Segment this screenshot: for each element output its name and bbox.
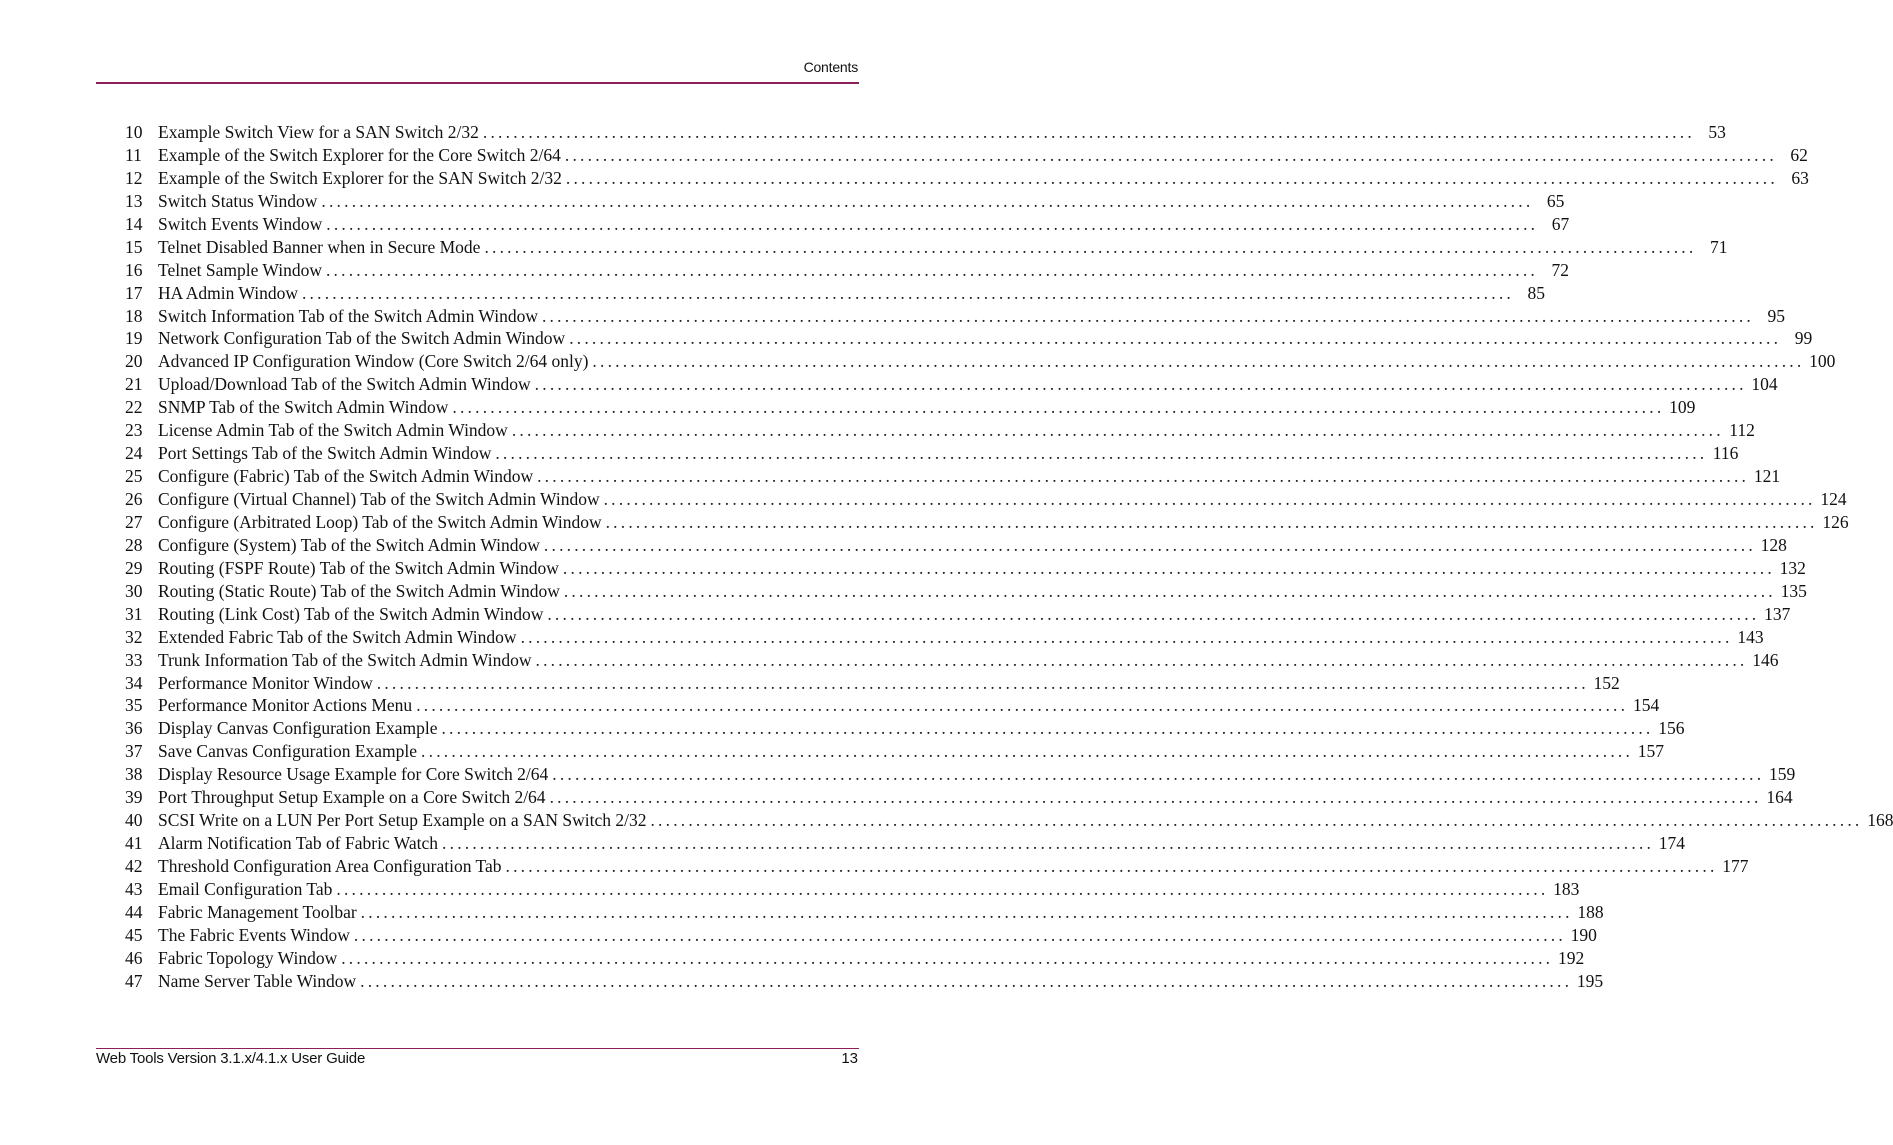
dot-leader: ................................................................................................................................................................ xyxy=(360,901,1573,922)
toc-entry[interactable] xyxy=(125,810,1893,833)
figure-title[interactable]: Alarm Notification Tab of Fabric Watch xyxy=(158,833,439,854)
figure-number: 30 xyxy=(125,580,143,601)
dot-leader: ................................................................................................................................................................ xyxy=(565,167,1778,188)
dot-leader: ................................................................................................................................................................ xyxy=(603,489,1816,509)
toc-entry[interactable] xyxy=(125,489,1847,512)
dot-leader: ................................................................................................................................................................ xyxy=(360,970,1573,991)
figure-title[interactable]: Configure (System) Tab of the Switch Admin Window xyxy=(158,534,540,555)
page-number[interactable]: 132 xyxy=(1779,557,1806,578)
running-header: Contents xyxy=(803,59,858,75)
figure-title[interactable]: Switch Events Window xyxy=(158,213,323,234)
figure-title[interactable]: Fabric Management Toolbar xyxy=(158,901,357,922)
toc-entry[interactable] xyxy=(125,122,1726,145)
dot-leader: ................................................................................................................................................................ xyxy=(326,213,1539,234)
figure-title[interactable]: Switch Status Window xyxy=(158,190,318,211)
figure-title[interactable]: Display Canvas Configuration Example xyxy=(158,718,438,739)
toc-entry[interactable] xyxy=(125,741,1665,764)
figure-number: 41 xyxy=(125,833,143,854)
figure-number: 33 xyxy=(125,649,143,670)
dot-leader: ................................................................................................................................................................ xyxy=(484,236,1697,257)
figure-number: 13 xyxy=(125,190,143,211)
toc-entry[interactable] xyxy=(125,351,1836,374)
figure-title[interactable]: Performance Monitor Actions Menu xyxy=(158,695,413,716)
figure-number: 44 xyxy=(125,901,143,922)
figure-title[interactable]: Advanced IP Configuration Window (Core Switch 2/64 only) xyxy=(158,351,589,372)
toc-entry[interactable] xyxy=(125,878,1580,902)
figure-number: 29 xyxy=(125,557,143,578)
page-number[interactable]: 72 xyxy=(1551,259,1569,280)
dot-leader: ................................................................................................................................................................ xyxy=(341,947,1554,968)
page-number[interactable]: 109 xyxy=(1669,397,1696,418)
dot-leader: ................................................................................................................................................................ xyxy=(301,282,1514,303)
toc-entry[interactable] xyxy=(125,580,1807,604)
dot-leader: ................................................................................................................................................................ xyxy=(605,511,1818,532)
dot-leader: ................................................................................................................................................................ xyxy=(552,764,1765,785)
toc-entry[interactable] xyxy=(125,534,1787,558)
figure-number: 46 xyxy=(125,947,143,968)
toc-entry[interactable] xyxy=(125,856,1749,879)
dot-leader: ................................................................................................................................................................ xyxy=(505,856,1718,876)
page-number[interactable]: 128 xyxy=(1760,534,1787,555)
page-number[interactable]: 100 xyxy=(1809,351,1836,372)
dot-leader: ................................................................................................................................................................ xyxy=(562,557,1775,578)
toc-entry[interactable] xyxy=(125,144,1808,168)
page-number[interactable]: 168 xyxy=(1867,810,1893,831)
page-number[interactable]: 53 xyxy=(1708,122,1726,142)
figure-number: 37 xyxy=(125,741,143,762)
toc-entry[interactable] xyxy=(125,787,1793,810)
toc-entry[interactable] xyxy=(125,649,1779,673)
toc-entry[interactable] xyxy=(125,259,1569,283)
figure-title[interactable]: Upload/Download Tab of the Switch Admin Window xyxy=(158,374,531,395)
figure-title[interactable]: Save Canvas Configuration Example xyxy=(158,741,418,762)
toc-entry[interactable] xyxy=(125,397,1696,420)
toc-entry[interactable] xyxy=(125,947,1585,971)
page-number[interactable]: 124 xyxy=(1820,489,1847,509)
header-rule xyxy=(96,82,859,84)
figure-title[interactable]: Port Throughput Setup Example on a Core Switch 2/64 xyxy=(158,787,546,808)
figure-title[interactable]: Routing (Link Cost) Tab of the Switch Admin Window xyxy=(158,603,544,624)
page-number[interactable]: 67 xyxy=(1551,213,1570,234)
figure-number: 25 xyxy=(125,466,143,487)
footer-page-number: 13 xyxy=(841,1050,858,1067)
figure-number: 40 xyxy=(125,810,143,831)
footer-rule xyxy=(96,1048,859,1049)
figure-number: 12 xyxy=(125,167,143,188)
toc-entry[interactable] xyxy=(125,305,1785,329)
toc-entry[interactable] xyxy=(125,557,1806,581)
figure-number: 15 xyxy=(125,236,143,257)
toc-entry[interactable] xyxy=(125,374,1778,397)
toc-entry[interactable] xyxy=(125,420,1755,443)
figure-title[interactable]: Fabric Topology Window xyxy=(158,947,338,968)
page-number[interactable]: 146 xyxy=(1752,649,1779,670)
dot-leader: ................................................................................................................................................................ xyxy=(541,305,1754,326)
figure-title[interactable]: Routing (FSPF Route) Tab of the Switch Admin Window xyxy=(158,557,559,578)
figure-title[interactable]: Telnet Sample Window xyxy=(158,259,322,280)
toc-entry[interactable] xyxy=(125,328,1813,351)
figure-number: 26 xyxy=(125,489,143,509)
dot-leader: ................................................................................................................................................................ xyxy=(416,695,1629,716)
figure-title[interactable]: Performance Monitor Window xyxy=(158,672,373,693)
toc-entry[interactable] xyxy=(125,236,1728,260)
page-number[interactable]: 192 xyxy=(1557,947,1585,968)
toc-entry[interactable] xyxy=(125,764,1796,787)
figure-number: 17 xyxy=(125,282,143,303)
figure-title[interactable]: Display Resource Usage Example for Core Switch 2/64 xyxy=(158,764,549,785)
page-number[interactable]: 157 xyxy=(1637,741,1665,762)
page-number[interactable]: 177 xyxy=(1722,856,1749,876)
figure-title[interactable]: Switch Information Tab of the Switch Admin Window xyxy=(158,305,538,326)
toc-entry[interactable] xyxy=(125,443,1739,466)
figure-number: 39 xyxy=(125,787,143,808)
figure-title[interactable]: Configure (Arbitrated Loop) Tab of the Switch Admin Window xyxy=(158,511,602,532)
dot-leader: ................................................................................................................................................................ xyxy=(495,443,1708,464)
page-number[interactable]: 135 xyxy=(1780,580,1807,601)
dot-leader: ................................................................................................................................................................ xyxy=(376,672,1589,693)
dot-leader: ................................................................................................................................................................ xyxy=(563,580,1776,601)
figure-title[interactable]: Example of the Switch Explorer for the SAN Switch 2/32 xyxy=(158,167,562,188)
figure-number: 47 xyxy=(125,970,143,991)
dot-leader: ................................................................................................................................................................ xyxy=(452,397,1665,418)
toc-entry[interactable] xyxy=(125,213,1570,237)
dot-leader: ................................................................................................................................................................ xyxy=(569,328,1782,349)
page-number[interactable]: 183 xyxy=(1553,878,1580,899)
figure-title[interactable]: Configure (Fabric) Tab of the Switch Admin Window xyxy=(158,466,534,487)
dot-leader: ................................................................................................................................................................ xyxy=(564,144,1777,165)
figure-number: 20 xyxy=(125,351,143,372)
figure-title[interactable]: Example Switch View for a SAN Switch 2/32 xyxy=(158,122,479,142)
figure-title[interactable]: Network Configuration Tab of the Switch Admin Window xyxy=(158,328,566,349)
figure-number: 34 xyxy=(125,672,143,693)
toc-entry[interactable] xyxy=(125,672,1620,696)
figure-number: 16 xyxy=(125,259,143,280)
page-number[interactable]: 195 xyxy=(1576,970,1604,991)
page-number[interactable]: 62 xyxy=(1790,144,1808,165)
figure-number: 31 xyxy=(125,603,143,624)
figure-title[interactable]: License Admin Tab of the Switch Admin Window xyxy=(158,420,508,441)
figure-number: 43 xyxy=(125,878,143,899)
dot-leader: ................................................................................................................................................................ xyxy=(442,833,1655,854)
dot-leader: ................................................................................................................................................................ xyxy=(543,534,1756,555)
toc-entry[interactable] xyxy=(125,167,1809,191)
figure-number: 42 xyxy=(125,856,143,876)
figure-number: 27 xyxy=(125,511,143,532)
dot-leader: ................................................................................................................................................................ xyxy=(534,374,1747,395)
figure-title[interactable]: Threshold Configuration Area Configuration Tab xyxy=(158,856,502,876)
figure-number: 23 xyxy=(125,420,143,441)
page-number[interactable]: 99 xyxy=(1794,328,1813,349)
footer-document-title: Web Tools Version 3.1.x/4.1.x User Guide xyxy=(96,1050,366,1067)
figure-number: 18 xyxy=(125,305,143,326)
dot-leader: ................................................................................................................................................................ xyxy=(535,649,1748,670)
figure-title[interactable]: Routing (Static Route) Tab of the Switch Admin Window xyxy=(158,580,560,601)
toc-entry[interactable] xyxy=(125,833,1686,856)
page-number[interactable]: 104 xyxy=(1751,374,1778,395)
dot-leader: ................................................................................................................................................................ xyxy=(511,420,1724,441)
toc-entry[interactable] xyxy=(125,695,1660,718)
figure-title[interactable]: HA Admin Window xyxy=(158,282,298,303)
figure-number: 10 xyxy=(125,122,143,142)
dot-leader: ................................................................................................................................................................ xyxy=(325,259,1538,280)
page-number[interactable]: 95 xyxy=(1767,305,1785,326)
dot-leader: ................................................................................................................................................................ xyxy=(547,603,1760,624)
figure-title[interactable]: Name Server Table Window xyxy=(158,970,357,991)
toc-entry[interactable] xyxy=(125,511,1849,535)
dot-leader: ................................................................................................................................................................ xyxy=(441,718,1654,739)
figure-number: 32 xyxy=(125,626,143,647)
page-number[interactable]: 152 xyxy=(1593,672,1620,693)
page-number[interactable]: 85 xyxy=(1527,282,1545,303)
dot-leader: ................................................................................................................................................................ xyxy=(549,787,1762,808)
figure-number: 14 xyxy=(125,213,143,234)
dot-leader: ................................................................................................................................................................ xyxy=(336,878,1549,899)
figure-number: 11 xyxy=(125,144,142,165)
page-number[interactable]: 121 xyxy=(1753,466,1781,487)
page-number[interactable]: 164 xyxy=(1766,787,1793,808)
figure-number: 36 xyxy=(125,718,143,739)
page-number[interactable]: 112 xyxy=(1729,420,1755,441)
dot-leader: ................................................................................................................................................................ xyxy=(537,466,1750,487)
dot-leader: ................................................................................................................................................................ xyxy=(650,810,1863,831)
toc-entry[interactable] xyxy=(125,626,1764,650)
figure-number: 19 xyxy=(125,328,143,349)
page-number[interactable]: 126 xyxy=(1822,511,1849,532)
dot-leader: ................................................................................................................................................................ xyxy=(482,122,1695,142)
page-number[interactable]: 71 xyxy=(1709,236,1728,257)
page-number[interactable]: 143 xyxy=(1737,626,1764,647)
page-number[interactable]: 116 xyxy=(1712,443,1739,464)
figure-number: 38 xyxy=(125,764,143,785)
figure-title[interactable]: SCSI Write on a LUN Per Port Setup Example on a SAN Switch 2/32 xyxy=(158,810,647,831)
figure-title[interactable]: Example of the Switch Explorer for the Core Switch 2/64 xyxy=(158,144,561,165)
figure-title[interactable]: Trunk Information Tab of the Switch Admin Window xyxy=(158,649,532,670)
toc-entry[interactable] xyxy=(125,603,1791,627)
toc-entry[interactable] xyxy=(125,901,1604,925)
figure-number: 22 xyxy=(125,397,143,418)
toc-entry[interactable] xyxy=(125,924,1597,948)
toc-entry[interactable] xyxy=(125,970,1604,994)
page-number[interactable]: 174 xyxy=(1658,833,1686,854)
dot-leader: ................................................................................................................................................................ xyxy=(421,741,1634,762)
toc-entry[interactable] xyxy=(125,466,1781,489)
dot-leader: ................................................................................................................................................................ xyxy=(321,190,1534,211)
figures-list xyxy=(125,122,1893,994)
figure-title[interactable]: Port Settings Tab of the Switch Admin Window xyxy=(158,443,492,464)
figure-number: 45 xyxy=(125,924,143,945)
page-number[interactable]: 154 xyxy=(1632,695,1660,716)
dot-leader: ................................................................................................................................................................ xyxy=(592,351,1805,372)
figure-title[interactable]: Configure (Virtual Channel) Tab of the Switch Admin Window xyxy=(158,489,600,509)
page-number[interactable]: 159 xyxy=(1769,764,1796,785)
page-number[interactable]: 63 xyxy=(1791,167,1809,188)
dot-leader: ................................................................................................................................................................ xyxy=(353,924,1566,945)
figure-number: 28 xyxy=(125,534,143,555)
page-number[interactable]: 188 xyxy=(1577,901,1604,922)
toc-entry[interactable] xyxy=(125,718,1685,741)
figure-number: 35 xyxy=(125,695,143,716)
page-number[interactable]: 137 xyxy=(1764,603,1791,624)
figure-title[interactable]: Telnet Disabled Banner when in Secure Mode xyxy=(158,236,481,257)
toc-entry[interactable] xyxy=(125,282,1545,306)
figure-number: 24 xyxy=(125,443,143,464)
figure-title[interactable]: SNMP Tab of the Switch Admin Window xyxy=(158,397,449,418)
page-number[interactable]: 65 xyxy=(1546,190,1565,211)
figure-title[interactable]: Email Configuration Tab xyxy=(158,878,333,899)
page-number[interactable]: 190 xyxy=(1570,924,1597,945)
dot-leader: ................................................................................................................................................................ xyxy=(520,626,1733,647)
figure-number: 21 xyxy=(125,374,143,395)
figure-title[interactable]: The Fabric Events Window xyxy=(158,924,350,945)
toc-entry[interactable] xyxy=(125,190,1565,214)
figure-title[interactable]: Extended Fabric Tab of the Switch Admin Window xyxy=(158,626,517,647)
page-number[interactable]: 156 xyxy=(1658,718,1685,739)
